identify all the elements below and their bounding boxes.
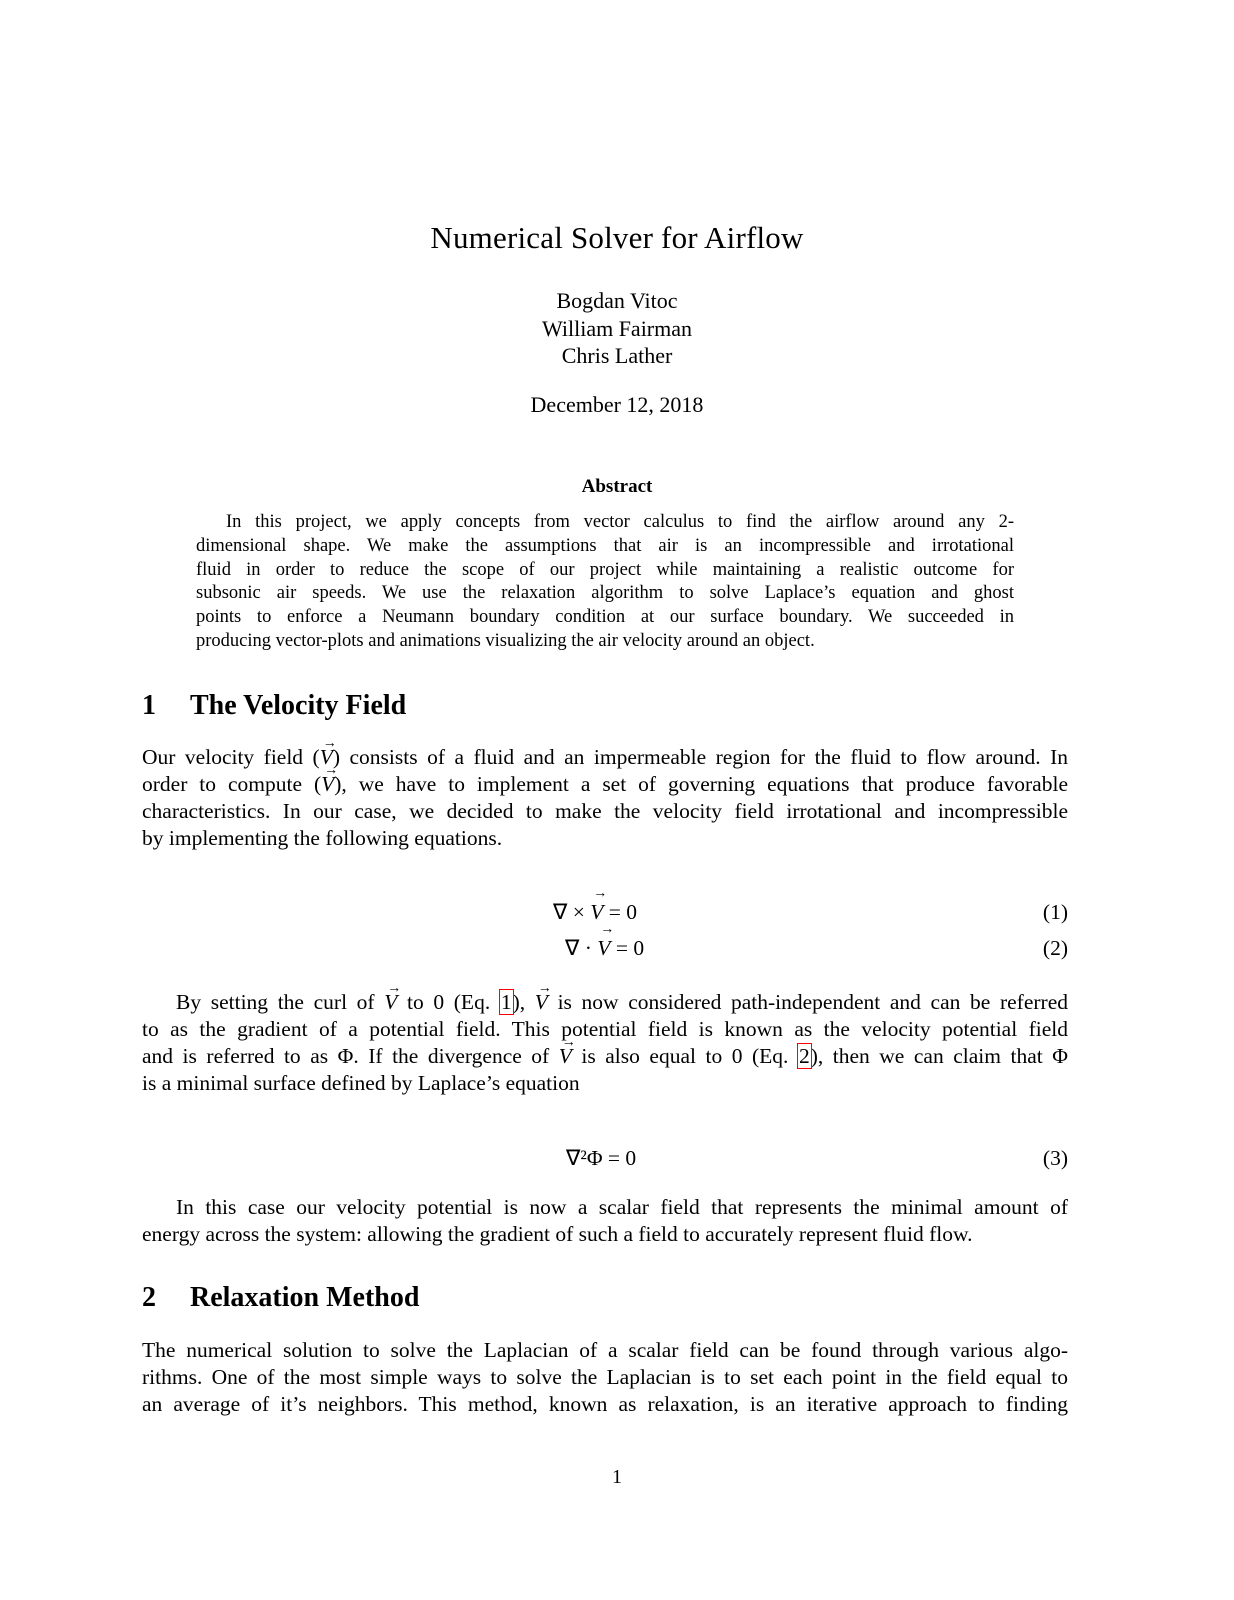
equation-2-reference-link[interactable]: 2 <box>798 1044 810 1068</box>
vector-v: → V <box>320 744 333 771</box>
paper-title: Numerical Solver for Airflow <box>430 220 804 255</box>
eq-rhs: = 0 <box>610 936 645 960</box>
text: The numerical solution to solve the Laplacian of a scalar field can be found through various algo- <box>142 1338 1068 1362</box>
abstract-line: producing vector-plots and animations visualizing the air velocity around an object. <box>196 630 815 651</box>
vector-v: → V <box>559 1043 572 1070</box>
equation-3-label: (3) <box>1042 1146 1068 1170</box>
eq-rhs: = 0 <box>603 900 638 924</box>
text: ), then we can claim that Φ <box>810 1044 1068 1068</box>
text: an average of it’s neighbors. This method, known as relaxation, is an iterative approach to finding <box>142 1392 1068 1416</box>
abstract-line: In this project, we apply concepts from vector calculus to find the airflow around any 2- <box>226 512 1014 532</box>
text: to as the gradient of a potential field. This potential field is known as the velocity potential field <box>142 1017 1068 1041</box>
section-1-paragraph-2 <box>142 989 1068 1097</box>
section-number: 2 <box>142 1282 156 1313</box>
text: to 0 (Eq. <box>397 990 500 1014</box>
page-number: 1 <box>612 1466 622 1488</box>
text: order to compute ( <box>142 772 322 796</box>
abstract-line: points to enforce a Neumann boundary condition at our surface boundary. We succeeded in <box>196 607 1014 628</box>
vector-v: → V <box>590 900 603 925</box>
author-2: William Fairman <box>541 316 693 341</box>
section-2-paragraph-1 <box>142 1337 1068 1418</box>
eq-lhs: ∇ · <box>565 936 598 960</box>
equation-1-reference-link[interactable]: 1 <box>500 990 512 1014</box>
vector-v: → V <box>597 936 610 961</box>
author-3: Chris Lather <box>561 343 673 368</box>
text: and is referred to as Φ. If the divergence of <box>142 1044 559 1068</box>
text: energy across the system: allowing the gradient of such a field to accurately represent fluid flow. <box>142 1222 973 1246</box>
text: ) consists of a fluid and an impermeable region for the fluid to flow around. In <box>332 745 1068 769</box>
vector-v: → V <box>535 989 548 1016</box>
text: Our velocity field ( <box>142 745 320 769</box>
equation-2-label: (2) <box>1042 936 1068 960</box>
abstract-line: fluid in order to reduce the scope of our project while maintaining a realistic outcome for <box>196 559 1014 580</box>
text: is also equal to 0 (Eq. <box>571 1044 798 1068</box>
paper-date: December 12, 2018 <box>530 392 704 417</box>
eq-lhs: ∇ × <box>553 900 591 924</box>
section-title: The Velocity Field <box>190 690 407 721</box>
section-1-heading <box>142 690 406 722</box>
text: is a minimal surface defined by Laplace’s equation <box>142 1071 580 1095</box>
abstract-line: subsonic air speeds. We use the relaxation algorithm to solve Laplace’s equation and ghost <box>196 583 1014 604</box>
text: ), <box>512 990 535 1014</box>
section-title: Relaxation Method <box>190 1282 420 1313</box>
author-1: Bogdan Vitoc <box>556 288 678 313</box>
text: rithms. One of the most simple ways to solve the Laplacian is to set each point in the field equal to <box>142 1365 1068 1389</box>
equation-2 <box>565 936 644 961</box>
section-1-paragraph-3 <box>142 1194 1068 1248</box>
text: In this case our velocity potential is now a scalar field that represents the minimal amount of <box>176 1195 1068 1219</box>
vector-v: → V <box>384 989 397 1016</box>
abstract-heading: Abstract <box>581 476 653 497</box>
equation-3: ∇²Φ = 0 <box>566 1146 637 1170</box>
equation-1-label: (1) <box>1042 900 1068 924</box>
abstract-line: dimensional shape. We make the assumptions that air is an incompressible and irrotational <box>196 535 1014 556</box>
vector-v: → V <box>321 771 334 798</box>
text: is now considered path-independent and can be referred <box>547 990 1068 1014</box>
section-number: 1 <box>142 690 156 721</box>
text: ), we have to implement a set of governing equations that produce favorable <box>334 772 1068 796</box>
equation-1 <box>553 900 637 925</box>
text: characteristics. In our case, we decided to make the velocity field irrotational and incompressible <box>142 799 1068 823</box>
text: by implementing the following equations. <box>142 826 503 850</box>
section-1-paragraph-1 <box>142 744 1068 852</box>
section-2-heading <box>142 1282 419 1314</box>
text: By setting the curl of <box>176 990 385 1014</box>
abstract-body <box>196 511 1014 654</box>
